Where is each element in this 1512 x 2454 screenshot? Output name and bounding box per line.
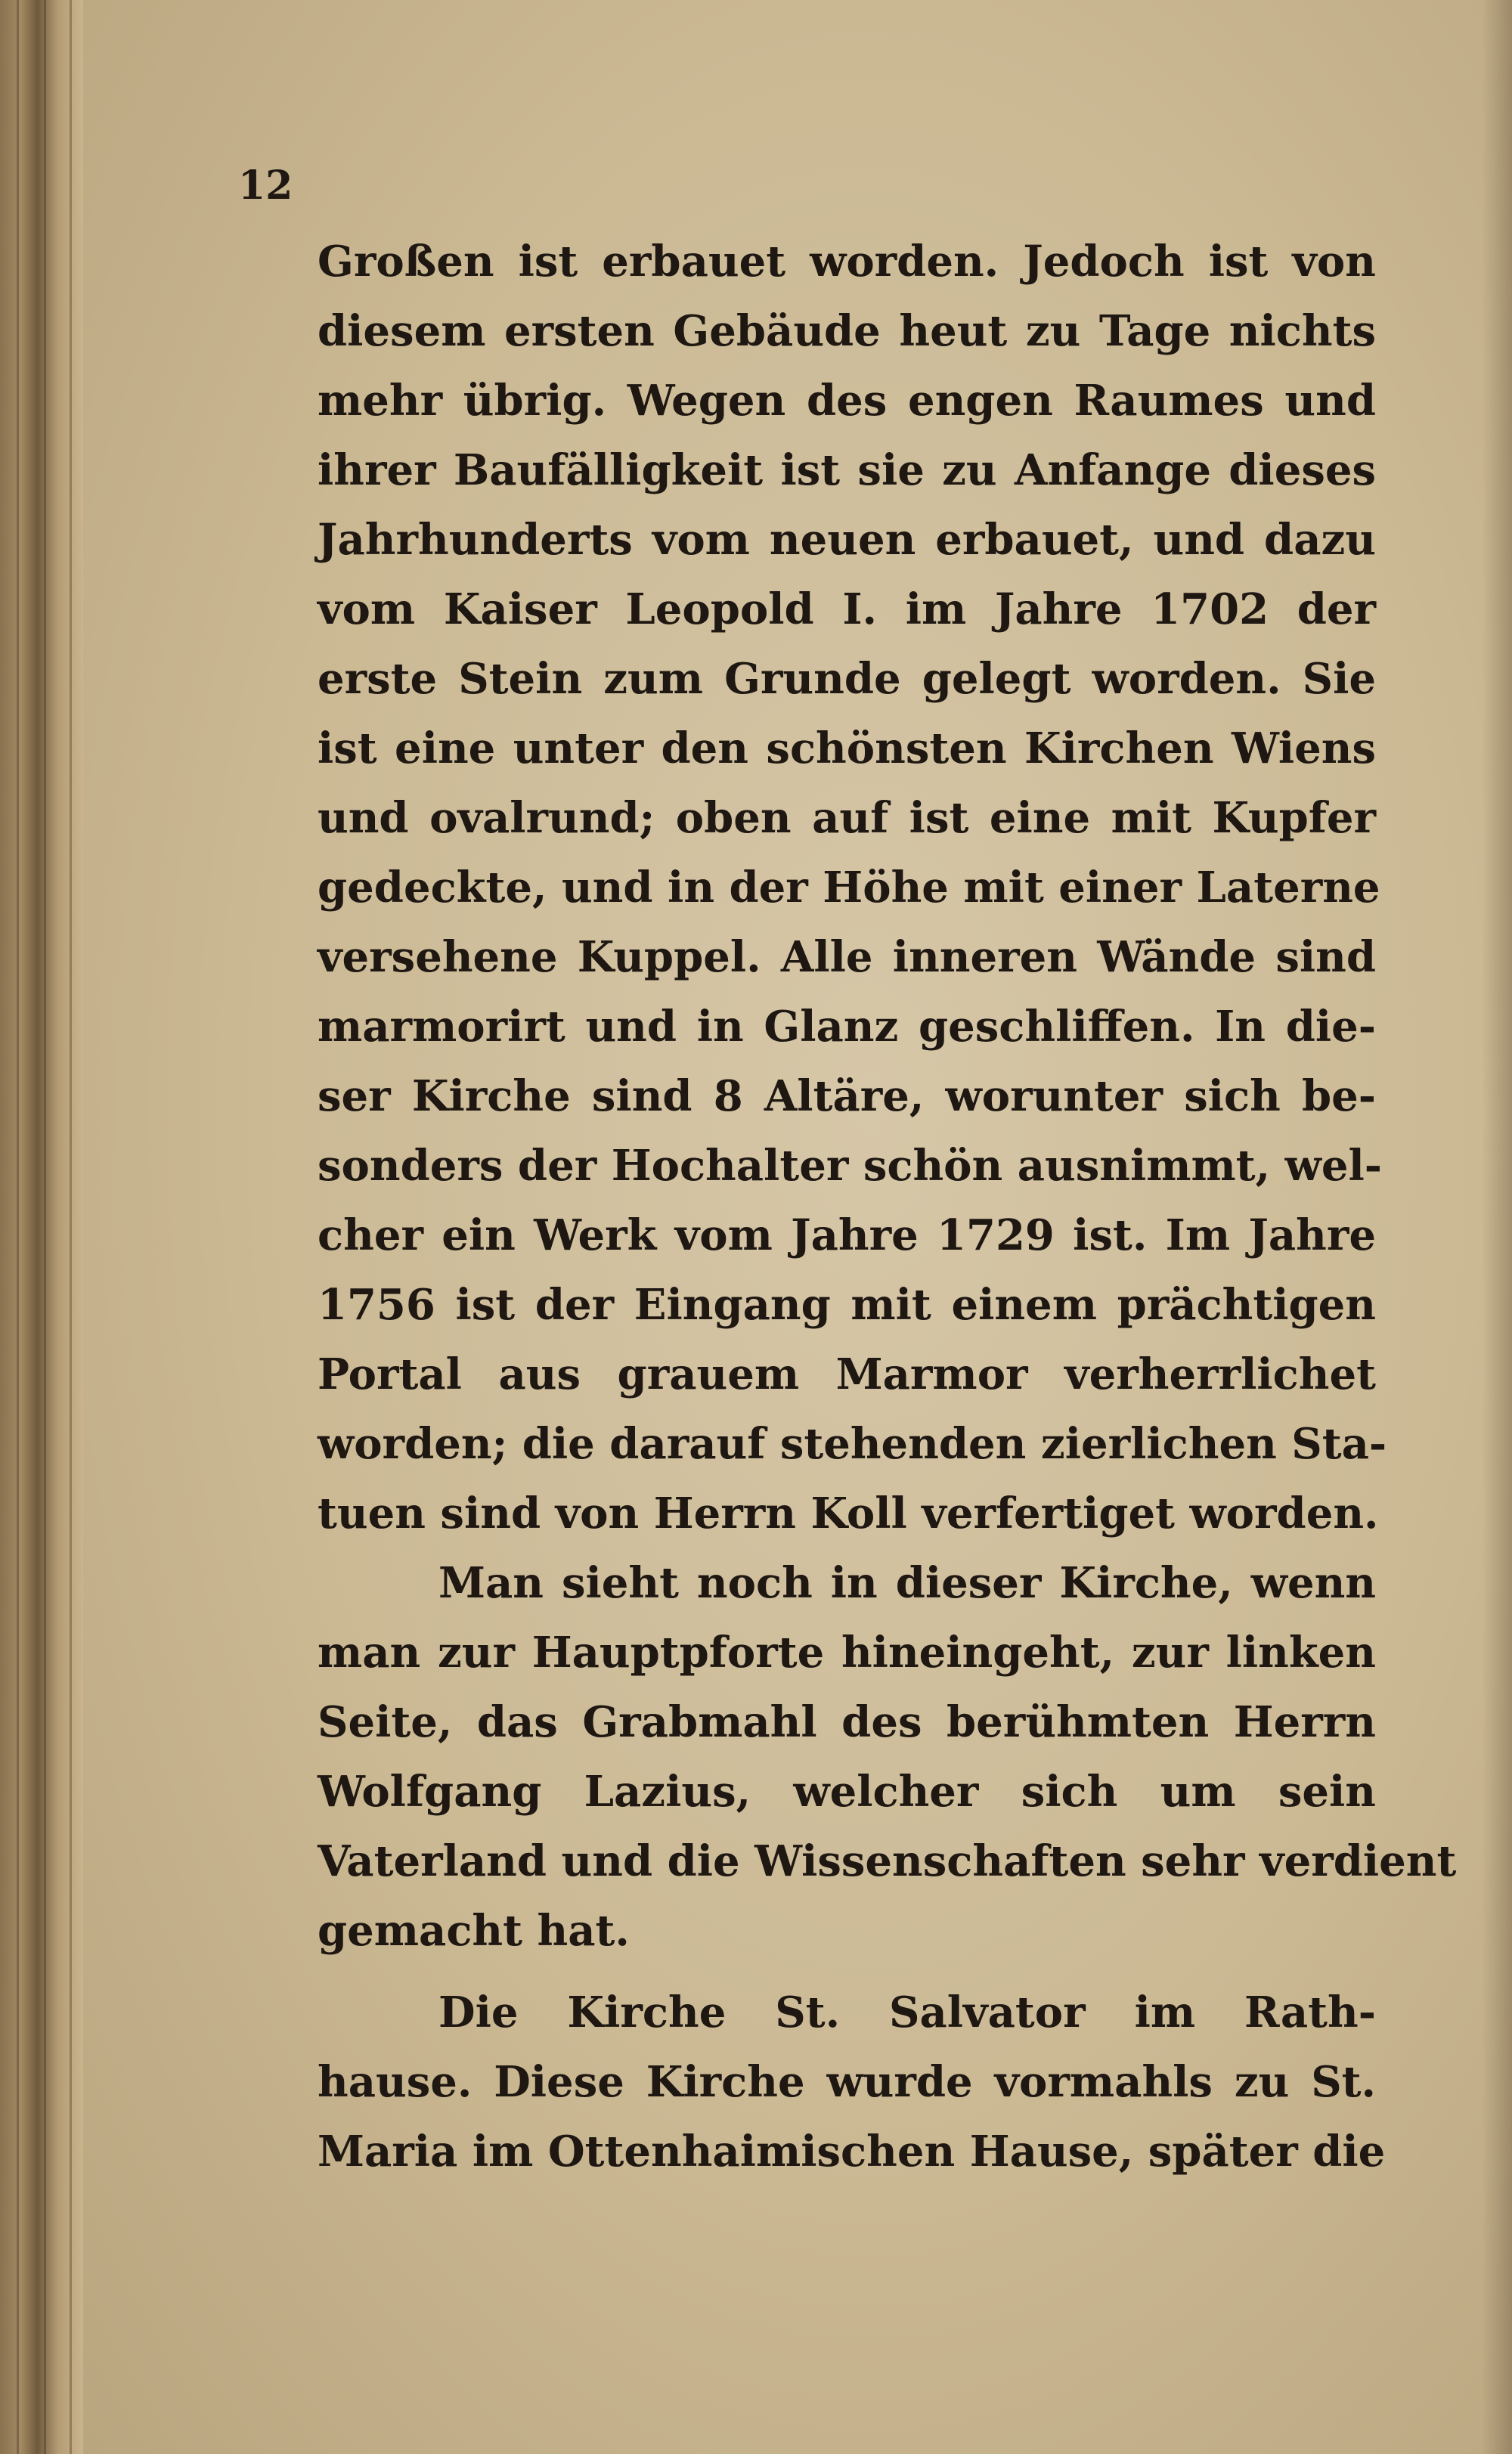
text-line: cher ein Werk vom Jahre 1729 ist. Im Jahre xyxy=(318,1210,1376,1260)
text-line: 1756 ist der Eingang mit einem prächtigen xyxy=(318,1280,1376,1330)
text-line: tuen sind von Herrn Koll verfertiget worden. xyxy=(318,1489,1379,1538)
text-line: gedeckte, und in der Höhe mit einer Laterne xyxy=(318,863,1380,913)
text-line: ist eine unter den schönsten Kirchen Wiens xyxy=(318,723,1376,773)
text-line: Maria im Ottenhaimischen Hause, später die xyxy=(318,2127,1386,2177)
text-line: vom Kaiser Leopold I. im Jahre 1702 der xyxy=(318,584,1376,634)
text-line: marmorirt und in Glanz geschliffen. In die- xyxy=(318,1002,1376,1052)
spine-fold-line xyxy=(70,0,72,2454)
text-line: und ovalrund; oben auf ist eine mit Kupfer xyxy=(318,793,1376,843)
spine-fold-line xyxy=(44,0,46,2454)
text-line: Jahrhunderts vom neuen erbauet, und dazu xyxy=(318,515,1376,565)
text-line: hause. Diese Kirche wurde vormahls zu St. xyxy=(318,2057,1376,2107)
page-edge-shadow xyxy=(1482,0,1512,2454)
paragraph-spacer xyxy=(318,1966,1376,1978)
text-line: erste Stein zum Grunde gelegt worden. Sie xyxy=(318,654,1376,704)
text-line: worden; die darauf stehenden zierlichen Sta- xyxy=(318,1419,1387,1469)
text-line: Seite, das Grabmahl des berühmten Herrn xyxy=(318,1697,1376,1747)
text-line: diesem ersten Gebäude heut zu Tage nichts xyxy=(318,306,1376,356)
text-line: Portal aus grauem Marmor verherrlichet xyxy=(318,1349,1376,1399)
text-line: ihrer Baufälligkeit ist sie zu Anfange dieses xyxy=(318,445,1376,495)
text-line: sonders der Hochalter schön ausnimmt, wel- xyxy=(318,1141,1382,1191)
text-line: Großen ist erbauet worden. Jedoch ist von xyxy=(318,237,1376,287)
book-spine xyxy=(0,0,83,2454)
text-line: Die Kirche St. Salvator im Rath- xyxy=(438,1988,1376,2037)
spine-fold-line xyxy=(17,0,19,2454)
text-line: gemacht hat. xyxy=(318,1906,630,1956)
page-number: 12 xyxy=(238,163,293,209)
page-body-text xyxy=(318,227,1457,2186)
text-line: versehene Kuppel. Alle inneren Wände sind xyxy=(318,932,1376,982)
text-line: mehr übrig. Wegen des engen Raumes und xyxy=(318,376,1376,426)
text-line: Vaterland und die Wissenschaften sehr verdient xyxy=(318,1836,1457,1886)
text-line: ser Kirche sind 8 Altäre, worunter sich be- xyxy=(318,1071,1376,1121)
text-line: Man sieht noch in dieser Kirche, wenn xyxy=(438,1558,1376,1608)
text-line: man zur Hauptpforte hineingeht, zur linken xyxy=(318,1628,1376,1678)
text-line: Wolfgang Lazius, welcher sich um sein xyxy=(318,1767,1376,1817)
